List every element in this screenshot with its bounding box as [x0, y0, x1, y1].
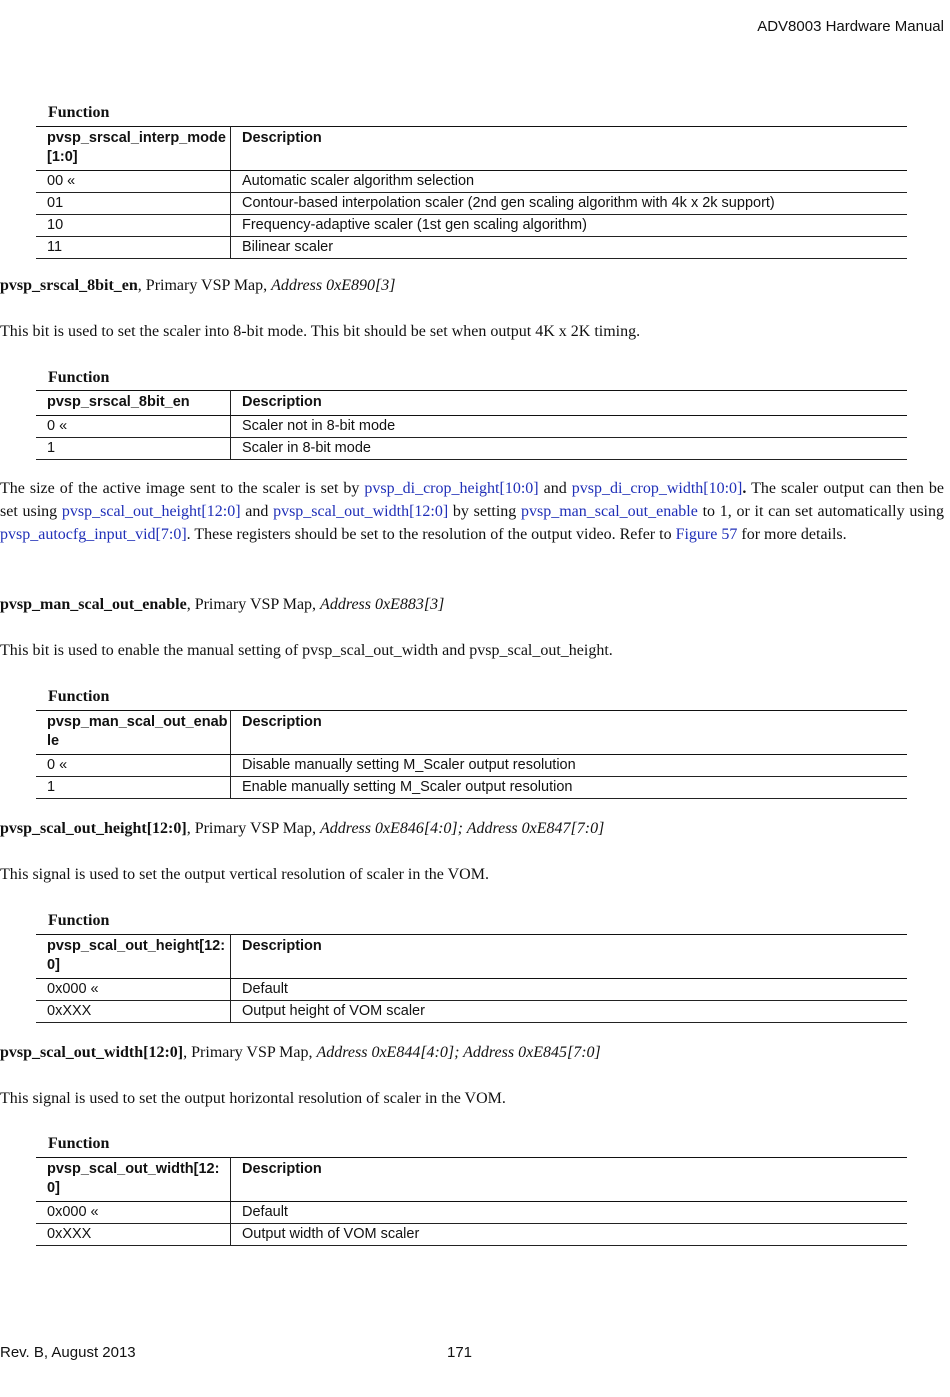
table-row: [36, 1001, 907, 1023]
table-row: [36, 215, 907, 237]
link-pvsp-di-crop-width[interactable]: pvsp_di_crop_width[10:0]: [571, 480, 743, 497]
text-run: .: [742, 480, 747, 497]
register-address: Address 0xE890[3]: [271, 277, 396, 294]
table-cell-description: Default: [231, 979, 908, 1001]
table2-title: Function: [48, 369, 110, 386]
register-description: This bit is used to set the scaler into 8-bit mode. This bit should be set when output 4K x 2K timing.: [0, 323, 641, 340]
table-cell-value: 00 «: [36, 171, 231, 193]
table-cell-value: 0xXXX: [36, 1224, 231, 1246]
link-pvsp-autocfg-input-vid[interactable]: pvsp_autocfg_input_vid[7:0]: [0, 526, 187, 543]
table-header-register: pvsp_srscal_interp_mode[1:0]: [36, 127, 231, 171]
table-cell-value: 0x000 «: [36, 979, 231, 1001]
register-map: , Primary VSP Map,: [186, 820, 321, 837]
text-run: The size of the active image sent to the scaler is set by: [0, 480, 365, 497]
table-cell-value: 0x000 «: [36, 1202, 231, 1224]
table-row: [36, 416, 907, 438]
table-row: [36, 1224, 907, 1246]
register-name: pvsp_srscal_8bit_en: [0, 277, 138, 294]
table-header-row: [36, 935, 907, 979]
table-cell-value: 11: [36, 237, 231, 259]
table-cell-description: Enable manually setting M_Scaler output resolution: [231, 777, 908, 799]
table-cell-description: Default: [231, 1202, 908, 1224]
register-address: Address 0xE883[3]: [320, 596, 445, 613]
table5-scal-out-width: [36, 1157, 907, 1246]
table-header-register: pvsp_man_scal_out_enable: [36, 711, 231, 755]
table-header-description: Description: [231, 1158, 908, 1202]
table-cell-value: 0 «: [36, 416, 231, 438]
table-header-register: pvsp_scal_out_height[12:0]: [36, 935, 231, 979]
table-cell-description: Output height of VOM scaler: [231, 1001, 908, 1023]
table-cell-description: Contour-based interpolation scaler (2nd gen scaling algorithm with 4k x 2k support): [231, 193, 908, 215]
text-run: for more details.: [737, 526, 847, 543]
register-heading-man-scal-out-enable: [0, 593, 944, 616]
table1-title: Function: [48, 104, 110, 121]
table-row: [36, 777, 907, 799]
table-header-row: [36, 127, 907, 171]
table-header-description: Description: [231, 711, 908, 755]
register-map: , Primary VSP Map,: [183, 1044, 317, 1061]
register-heading-scal-out-width: [0, 1041, 944, 1064]
register-heading-scal-out-height: [0, 817, 944, 840]
table-cell-description: Frequency-adaptive scaler (1st gen scaling algorithm): [231, 215, 908, 237]
table-cell-value: 1: [36, 777, 231, 799]
register-description: This signal is used to set the output vertical resolution of scaler in the VOM.: [0, 866, 489, 883]
text-run: . These registers should be set to the resolution of the output video. Refer to: [186, 526, 676, 543]
table-header-row: [36, 391, 907, 416]
table-cell-description: Output width of VOM scaler: [231, 1224, 908, 1246]
register-heading-srscal-8bit-en: [0, 274, 944, 297]
table4-scal-out-height: [36, 934, 907, 1023]
register-name: pvsp_scal_out_width[12:0]: [0, 1044, 184, 1061]
table-header-register: pvsp_srscal_8bit_en: [36, 391, 231, 416]
table-cell-description: Scaler not in 8-bit mode: [231, 416, 908, 438]
footer-page-number: 171: [447, 1344, 473, 1361]
table-cell-value: 0xXXX: [36, 1001, 231, 1023]
register-map: , Primary VSP Map,: [137, 277, 272, 294]
text-run: and: [240, 503, 274, 520]
table-header-register: pvsp_scal_out_width[12:0]: [36, 1158, 231, 1202]
table-cell-description: Automatic scaler algorithm selection: [231, 171, 908, 193]
table-row: [36, 1202, 907, 1224]
table1-interp-mode: [36, 126, 907, 259]
text-run: and: [538, 480, 572, 497]
scaler-size-paragraph: [0, 477, 944, 546]
register-name: pvsp_scal_out_height[12:0]: [0, 820, 187, 837]
table-cell-value: 0 «: [36, 755, 231, 777]
register-name: pvsp_man_scal_out_enable: [0, 596, 187, 613]
table-row: [36, 438, 907, 460]
text-run: The scaler output can then be set using: [0, 480, 944, 520]
footer-revision: Rev. B, August 2013: [0, 1344, 136, 1361]
link-pvsp-man-scal-out-enable[interactable]: pvsp_man_scal_out_enable: [521, 503, 698, 520]
table-header-description: Description: [231, 391, 908, 416]
register-description: This signal is used to set the output horizontal resolution of scaler in the VOM.: [0, 1090, 506, 1107]
table-header-row: [36, 711, 907, 755]
text-run: by setting: [448, 503, 521, 520]
link-figure-57[interactable]: Figure 57: [675, 526, 738, 543]
table2-srscal-8bit-en: [36, 390, 907, 460]
table3-man-scal-out-enable: [36, 710, 907, 799]
table3-title: Function: [48, 688, 110, 705]
text-run: to 1, or it can set automatically using: [697, 503, 944, 520]
register-address: Address 0xE844[4:0]; Address 0xE845[7:0]: [316, 1044, 601, 1061]
table4-title: Function: [48, 912, 110, 929]
register-map: , Primary VSP Map,: [186, 596, 321, 613]
table-cell-value: 1: [36, 438, 231, 460]
table-cell-description: Disable manually setting M_Scaler output resolution: [231, 755, 908, 777]
table-cell-description: Bilinear scaler: [231, 237, 908, 259]
document-header-title: ADV8003 Hardware Manual: [757, 18, 944, 35]
table-row: [36, 979, 907, 1001]
link-pvsp-di-crop-height[interactable]: pvsp_di_crop_height[10:0]: [364, 480, 539, 497]
register-description: This bit is used to enable the manual setting of pvsp_scal_out_width and pvsp_scal_out_height.: [0, 642, 613, 659]
table-row: [36, 755, 907, 777]
table-cell-value: 01: [36, 193, 231, 215]
register-address: Address 0xE846[4:0]; Address 0xE847[7:0]: [320, 820, 605, 837]
table-cell-value: 10: [36, 215, 231, 237]
table-row: [36, 237, 907, 259]
table-header-description: Description: [231, 127, 908, 171]
table-row: [36, 171, 907, 193]
table-header-description: Description: [231, 935, 908, 979]
table-row: [36, 193, 907, 215]
link-pvsp-scal-out-width[interactable]: pvsp_scal_out_width[12:0]: [273, 503, 449, 520]
table5-title: Function: [48, 1135, 110, 1152]
table-header-row: [36, 1158, 907, 1202]
table-cell-description: Scaler in 8-bit mode: [231, 438, 908, 460]
link-pvsp-scal-out-height[interactable]: pvsp_scal_out_height[12:0]: [61, 503, 241, 520]
